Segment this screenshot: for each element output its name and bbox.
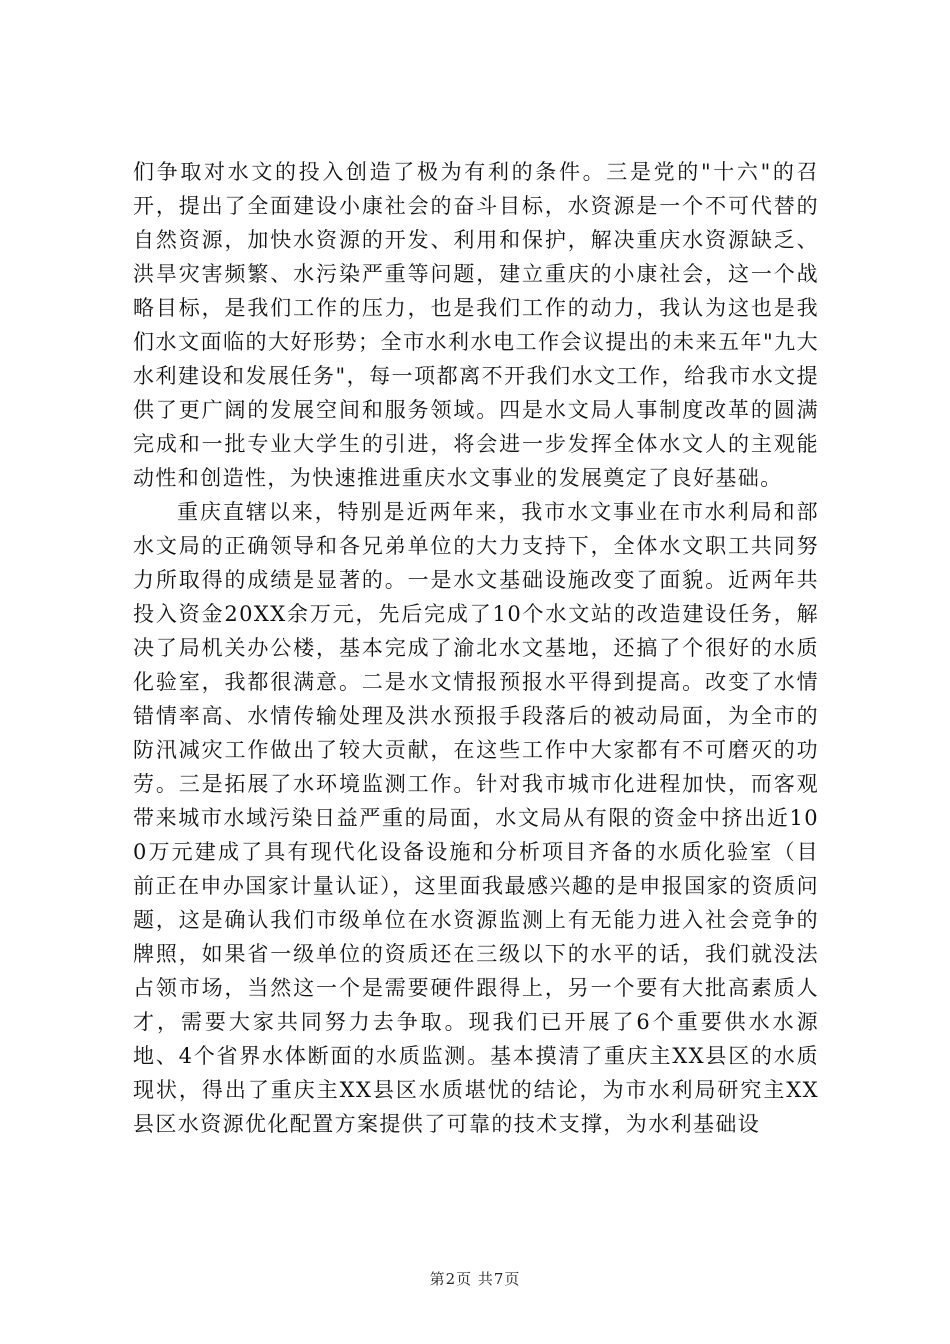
document-body xyxy=(133,155,819,1141)
body-paragraph-2: 重庆直辖以来，特别是近两年来，我市水文事业在市水利局和部水文局的正确领导和各兄弟单位的大力支持下，全体水文职工共同努力所取得的成绩是显著的。一是水文基础设施改变了面貌。近两年共投入资金20XX余万元，先后完成了10个水文站的改造建设任务，解决了局机关办公楼，基本完成了渝北水文基地，还搞了个很好的水质化验室，我都很满意。二是水文情报预报水平得到提高。改变了水情错情率高、水情传输处理及洪水预报手段落后的被动局面，为全市的防汛减灾工作做出了较大贡献，在这些工作中大家都有不可磨灭的功劳。三是拓展了水环境监测工作。针对我市城市化进程加快，而客观带来城市水域污染日益严重的局面，水文局从有限的资金中挤出近100万元建成了具有现代化设备设施和分析项目齐备的水质化验室（目前正在申办国家计量认证），这里面我最感兴趣的是申报国家的资质问题，这是确认我们市级单位在水资源监测上有无能力进入社会竞争的牌照，如果省一级单位的资质还在三级以下的水平的话，我们就没法占领市场，当然这一个是需要硬件跟得上，另一个要有大批高素质人才，需要大家共同努力去争取。现我们已开展了6个重要供水水源地、4个省界水体断面的水质监测。基本摸清了重庆主XX县区的水质现状，得出了重庆主XX县区水质堪忧的结论，为市水利局研究主XX县区水资源优化配置方案提供了可靠的技术支撑，为水利基础设 xyxy=(133,500,819,1136)
page-number-footer: 第2页 共7页 xyxy=(429,1270,521,1288)
body-paragraph-1: 们争取对水文的投入创造了极为有利的条件。三是党的"十六"的召开，提出了全面建设小康社会的奋斗目标，水资源是一个不可代替的自然资源，加快水资源的开发、利用和保护，解决重庆水资源缺乏、洪旱灾害频繁、水污染严重等问题，建立重庆的小康社会，这一个战略目标，是我们工作的压力，也是我们工作的动力，我认为这也是我们水文面临的大好形势；全市水利水电工作会议提出的未来五年"九大水利建设和发展任务"，每一项都离不开我们水文工作，给我市水文提供了更广阔的发展空间和服务领域。四是水文局人事制度改革的圆满完成和一批专业大学生的引进，将会进一步发挥全体水文人的主观能动性和创造性，为快速推进重庆水文事业的发展奠定了良好基础。 xyxy=(133,160,819,490)
